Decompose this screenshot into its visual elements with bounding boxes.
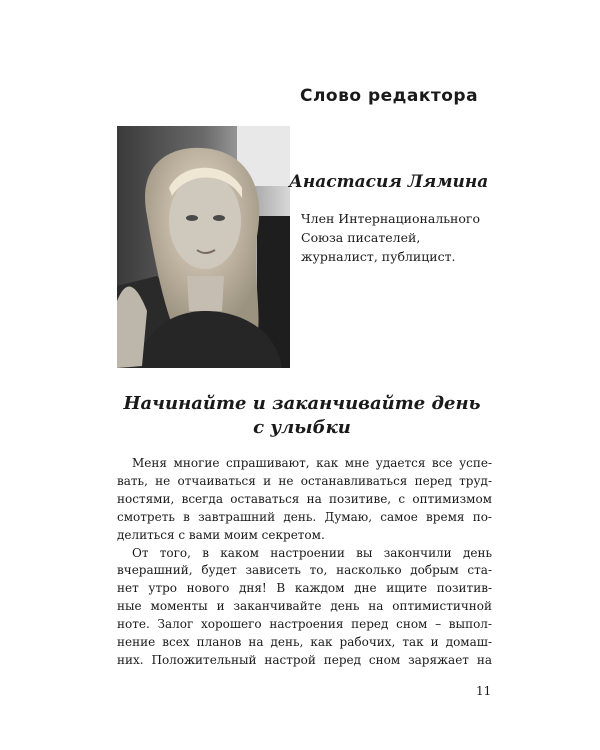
text-line: нение всех планов на день, как рабочих, так и домаш- bbox=[117, 635, 492, 650]
author-bio-line: Член Интернационального bbox=[301, 211, 480, 226]
text-line: От того, в каком настроении вы закончили день bbox=[132, 545, 492, 560]
author-photo bbox=[117, 126, 290, 368]
author-bio-line: Союза писателей, bbox=[301, 230, 421, 245]
text-line: нет утро нового дня! В каждом дне ищите позитив- bbox=[117, 581, 492, 596]
page-number: 11 bbox=[476, 684, 492, 698]
text-line: смотреть в завтрашний день. Думаю, самое время по- bbox=[117, 509, 492, 524]
paragraph bbox=[117, 545, 492, 670]
article-body bbox=[117, 455, 492, 670]
section-title: Слово редактора bbox=[300, 86, 479, 106]
text-line: ноте. Залог хорошего настроения перед сном – выпол- bbox=[117, 617, 492, 632]
author-bio-line: журналист, публицист. bbox=[301, 249, 456, 264]
text-line: вчерашний, будет зависеть то, насколько добрым ста- bbox=[117, 563, 492, 578]
article-heading bbox=[110, 392, 494, 440]
text-line: них. Положительный настрой перед сном заряжает на bbox=[117, 652, 492, 667]
author-bio bbox=[301, 209, 501, 266]
text-line: вать, не отчаиваться и не останавливаться перед труд- bbox=[117, 473, 492, 488]
text-line: делиться с вами моим секретом. bbox=[117, 527, 325, 542]
text-line: ные моменты и заканчивайте день на оптимистичной bbox=[117, 599, 492, 614]
text-line: ностями, всегда оставаться на позитиве, с оптимизмом bbox=[117, 491, 492, 506]
author-name: Анастасия Лямина bbox=[289, 172, 489, 192]
author-portrait-image bbox=[117, 126, 290, 368]
article-heading-line: Начинайте и заканчивайте день bbox=[123, 393, 481, 414]
article-heading-line: с улыбки bbox=[253, 417, 351, 438]
paragraph bbox=[117, 455, 492, 545]
text-line: Меня многие спрашивают, как мне удается все успе- bbox=[132, 456, 492, 470]
